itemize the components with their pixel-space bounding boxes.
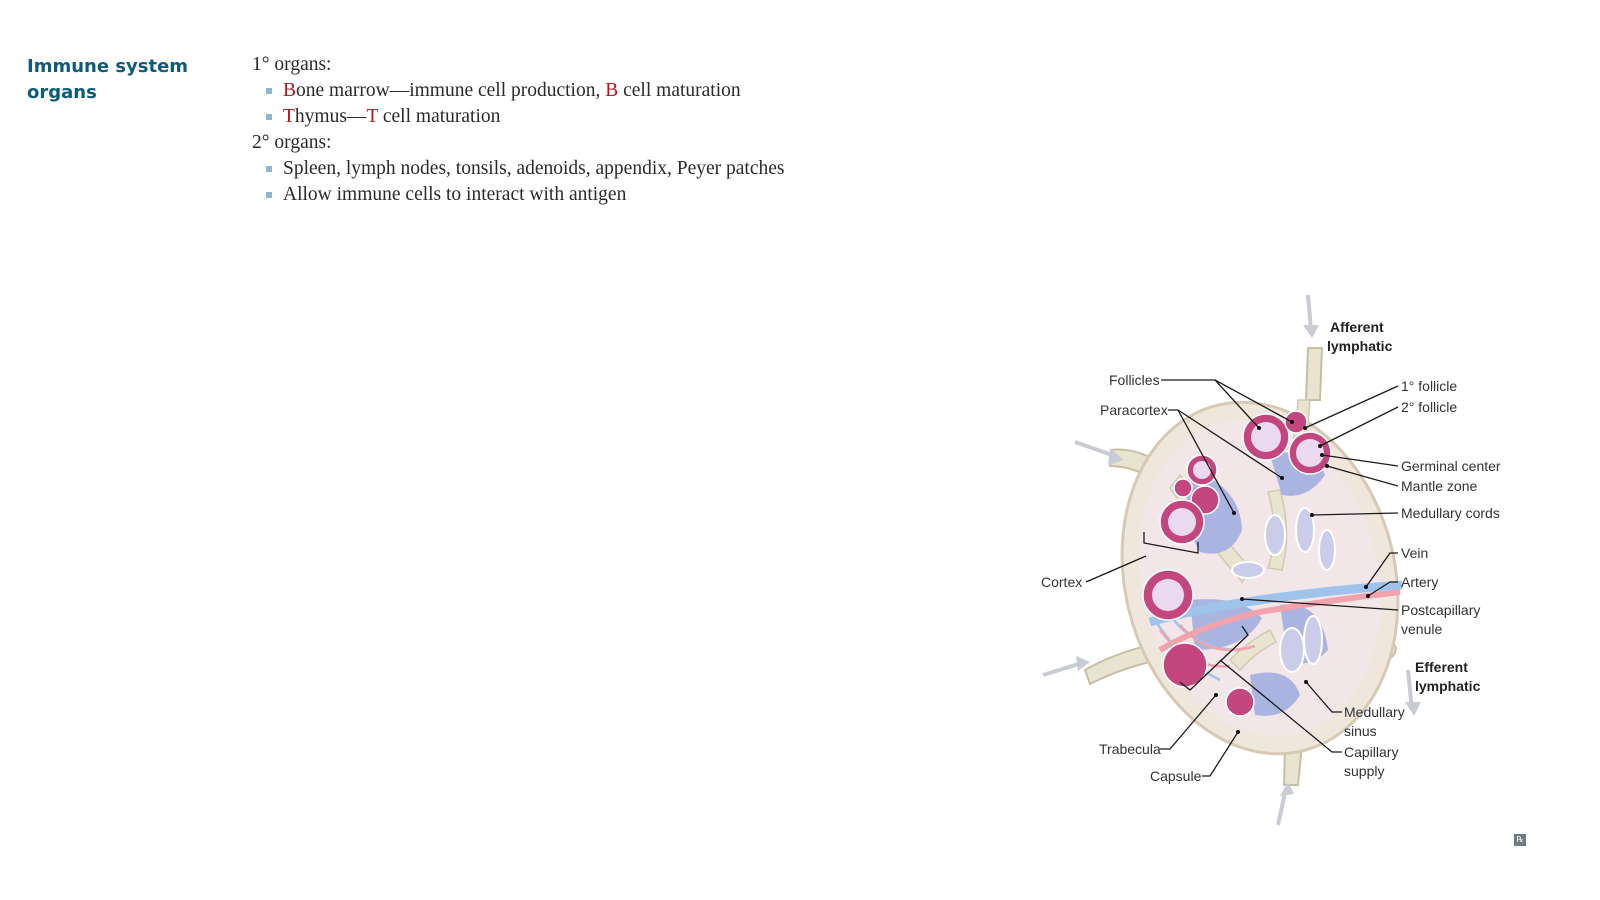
bullet-lead-letter: B [283,80,297,101]
artery-label: Artery [1401,574,1439,590]
rx-icon: ℞ [1514,834,1526,846]
primary-organs-heading: 1° organs: [252,54,332,75]
notes-block [252,52,785,208]
medullary-sinus-label: Medullary [1344,704,1405,720]
capsule-label: Capsule [1150,768,1202,784]
bullet-thymus [266,104,785,130]
primary-follicle-label: 1° follicle [1401,378,1458,394]
medullary-cords-label: Medullary cords [1401,505,1500,521]
bullet-text: cell maturation [618,80,741,101]
efferent-lymphatic-label: Efferent [1415,659,1468,675]
lymph-node-svg [1030,270,1550,870]
medullary-sinus-label-line2: sinus [1344,723,1377,739]
capillary-supply-label: Capillary [1344,744,1399,760]
lymph-node-diagram [1030,270,1550,870]
bullet-highlight-letter: B [605,80,619,101]
vein-label: Vein [1401,545,1429,561]
bullet-text: one marrow—immune cell production, [296,80,606,101]
afferent-lymphatic-label-line2: lymphatic [1327,338,1393,354]
postcapillary-venule-label: Postcapillary [1401,602,1481,618]
follicles-label: Follicles [1109,372,1160,388]
bullet-lead-letter: T [283,106,295,127]
mantle-zone-label: Mantle zone [1401,478,1478,494]
section-title: Immune system organs [27,56,189,103]
paracortex-label: Paracortex [1100,402,1168,418]
bullet-bone-marrow [266,78,785,104]
capillary-supply-label-line2: supply [1344,763,1385,779]
bullet-text: cell maturation [378,106,501,127]
efferent-lymphatic-label-line2: lymphatic [1415,678,1481,694]
bullet-secondary-organs: Spleen, lymph nodes, tonsils, adenoids, appendix, Peyer patches [266,156,785,182]
postcapillary-venule-label-line2: venule [1401,621,1443,637]
bullet-antigen-interaction: Allow immune cells to interact with antigen [266,182,785,208]
secondary-follicle-label: 2° follicle [1401,399,1458,415]
secondary-organs-heading: 2° organs: [252,132,332,153]
trabecula-label: Trabecula [1099,741,1161,757]
bullet-highlight-letter: T [366,106,378,127]
bullet-text: hymus— [294,106,367,127]
germinal-center-label: Germinal center [1401,458,1501,474]
cortex-label: Cortex [1041,574,1083,590]
afferent-lymphatic-label: Afferent [1330,319,1384,335]
